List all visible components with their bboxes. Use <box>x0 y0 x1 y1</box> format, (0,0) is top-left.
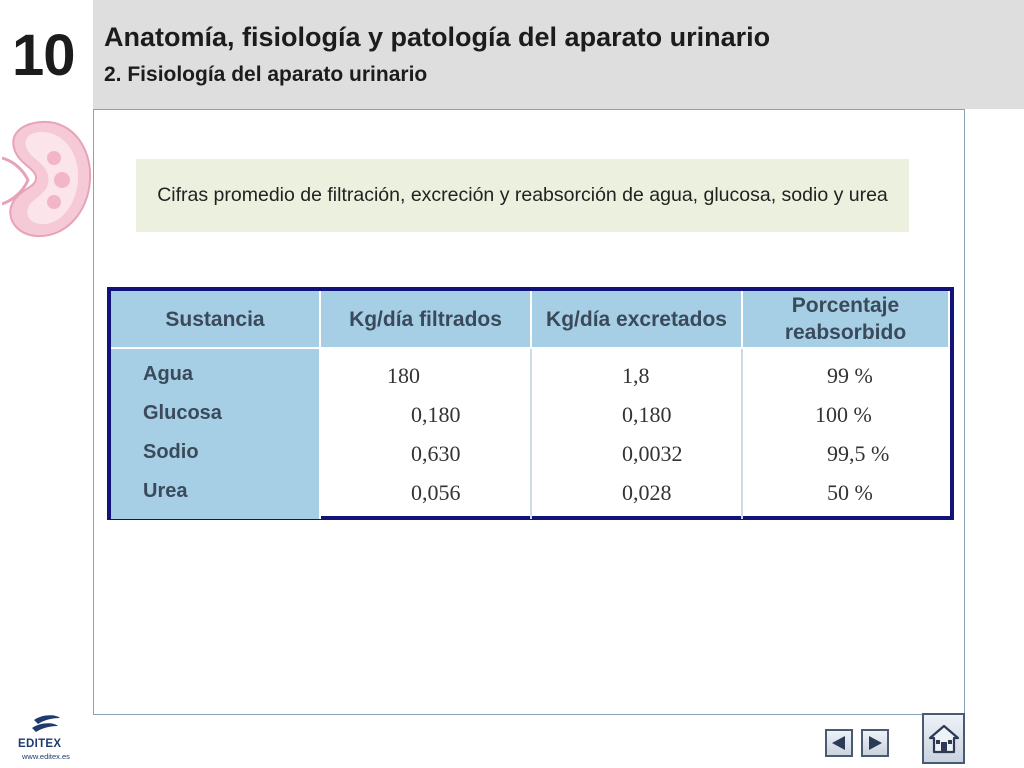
triangle-left-icon <box>830 734 848 752</box>
home-icon <box>928 723 960 755</box>
cell-sustancia: Agua <box>143 363 193 385</box>
cell-filtrados: 0,180 <box>411 402 461 427</box>
cell-reabsorbido: 100 % <box>815 402 872 427</box>
page-subtitle: 2. Fisiología del aparato urinario <box>104 63 428 86</box>
cell-filtrados: 0,056 <box>411 480 461 505</box>
logo-text: EDITEX <box>18 738 62 750</box>
cell-excretados: 0,0032 <box>622 441 683 466</box>
cell-filtrados: 180 <box>387 363 420 388</box>
cell-reabsorbido: 99 % <box>827 363 873 388</box>
home-button[interactable] <box>922 713 965 764</box>
kidney-illustration <box>2 118 94 240</box>
column-excretados <box>532 349 743 519</box>
prev-slide-button[interactable] <box>825 729 853 757</box>
column-sustancia <box>111 349 321 519</box>
header-band <box>93 0 1024 109</box>
column-reabsorbido <box>743 349 950 519</box>
cell-filtrados: 0,630 <box>411 441 461 466</box>
cell-sustancia: Sodio <box>143 441 199 463</box>
cell-reabsorbido: 99,5 % <box>827 441 890 466</box>
filtration-table <box>107 287 954 520</box>
header-filtrados: Kg/día filtrados <box>321 291 532 349</box>
next-slide-button[interactable] <box>861 729 889 757</box>
column-filtrados <box>321 349 532 519</box>
chapter-number: 10 <box>12 23 75 88</box>
cell-reabsorbido: 50 % <box>827 480 873 505</box>
header-reabsorbido: Porcentaje reabsorbido <box>743 291 950 349</box>
header-excretados: Kg/día excretados <box>532 291 743 349</box>
cell-excretados: 1,8 <box>622 363 650 388</box>
cell-sustancia: Glucosa <box>143 402 222 424</box>
header-sustancia: Sustancia <box>111 291 321 349</box>
cell-sustancia: Urea <box>143 480 188 502</box>
page-title: Anatomía, fisiología y patología del aparato urinario <box>104 22 771 52</box>
cell-excretados: 0,180 <box>622 402 672 427</box>
cell-excretados: 0,028 <box>622 480 672 505</box>
triangle-right-icon <box>866 734 884 752</box>
logo-url: www.editex.es <box>22 752 70 761</box>
table-caption: Cifras promedio de filtración, excreción y reabsorción de agua, glucosa, sodio y urea <box>136 159 909 232</box>
